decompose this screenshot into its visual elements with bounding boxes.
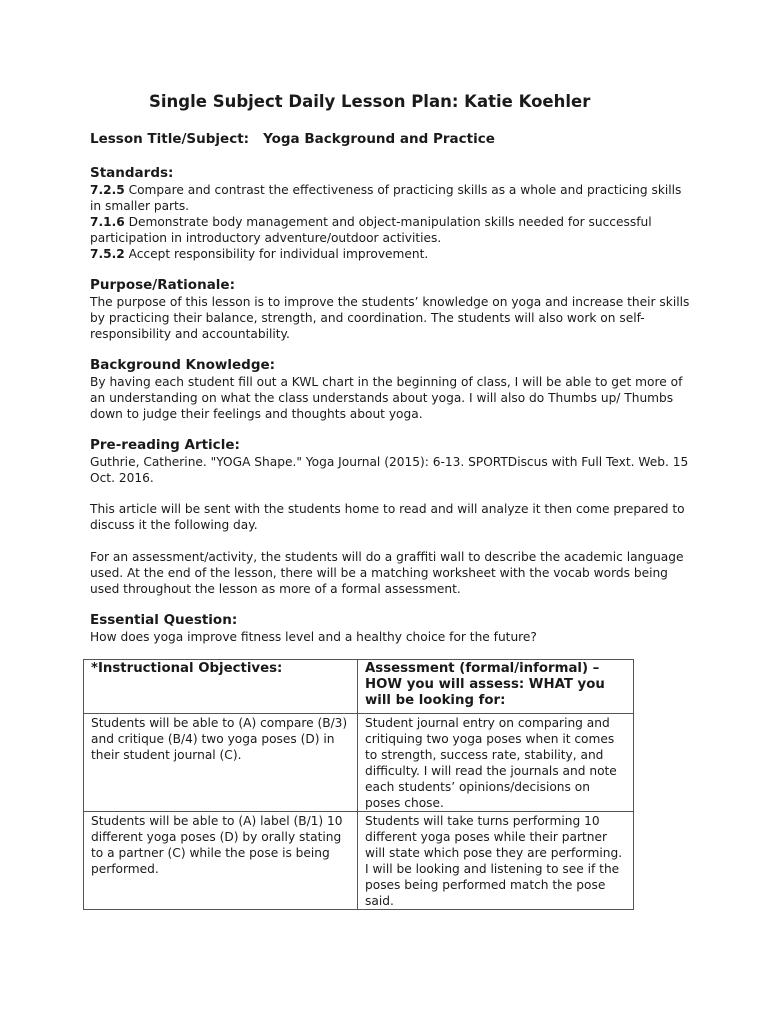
purpose-text: The purpose of this lesson is to improve the students’ knowledge on yoga and increase their skills by practicing their balance, strength, and coordination. The students will also work on self-responsibility and accountability. xyxy=(90,295,690,341)
prereading-paragraph-2-block xyxy=(90,549,690,597)
objectives-column-header: *Instructional Objectives: xyxy=(84,660,358,714)
standard-text: Accept responsibility for individual improvement. xyxy=(124,247,429,261)
standard-code: 7.5.2 xyxy=(90,247,125,261)
standard-text: Demonstrate body management and object-manipulation skills needed for successful participation in introductory adventure/outdoor activities. xyxy=(90,215,652,245)
prereading-paragraph-2: For an assessment/activity, the students will do a graffiti wall to describe the academic language used. At the end of the lesson, there will be a matching worksheet with the vocab words being used throughout the lesson as more of a formal assessment. xyxy=(90,550,684,596)
table-header-row xyxy=(84,660,634,714)
background-heading: Background Knowledge: xyxy=(90,357,276,373)
document-title: Single Subject Daily Lesson Plan: Katie Koehler xyxy=(149,92,591,111)
essential-question-section xyxy=(90,612,690,645)
standard-code: 7.2.5 xyxy=(90,183,125,197)
standards-section xyxy=(90,165,690,262)
essential-question-text: How does yoga improve fitness level and a healthy choice for the future? xyxy=(90,630,537,644)
prereading-paragraph-1: This article will be sent with the students home to read and will analyze it then come prepared to discuss it the following day. xyxy=(90,502,685,532)
table-row xyxy=(84,714,634,812)
background-section xyxy=(90,357,690,422)
standard-item xyxy=(90,214,690,246)
essential-question-heading: Essential Question: xyxy=(90,612,238,628)
assessment-cell: Students will take turns performing 10 different yoga poses while their partner will state which pose they are performing. I will be looking and listening to see if the poses being performed match the pose said. xyxy=(358,812,634,910)
lesson-title-value: Yoga Background and Practice xyxy=(263,131,495,147)
prereading-section xyxy=(90,437,690,486)
background-text: By having each student fill out a KWL chart in the beginning of class, I will be able to get more of an understanding on what the class understands about yoga. I will also do Thumbs up/ Thumbs down to judge their feelings and thoughts about yoga. xyxy=(90,375,683,421)
standard-text: Compare and contrast the effectiveness of practicing skills as a whole and practicing skills in smaller parts. xyxy=(90,183,682,213)
standards-heading: Standards: xyxy=(90,165,174,181)
lesson-title-line xyxy=(90,131,495,147)
prereading-citation: Guthrie, Catherine. "YOGA Shape." Yoga Journal (2015): 6-13. SPORTDiscus with Full Text. Web. 15 Oct. 2016. xyxy=(90,455,689,485)
purpose-section xyxy=(90,277,690,342)
lesson-title-label: Lesson Title/Subject: xyxy=(90,131,250,147)
assessment-cell: Student journal entry on comparing and critiquing two yoga poses when it comes to strength, success rate, stability, and difficulty. I will read the journals and note each students’ opinions/decisions on poses chose. xyxy=(358,714,634,812)
standard-code: 7.1.6 xyxy=(90,215,125,229)
prereading-paragraph-1-block xyxy=(90,501,690,533)
objective-cell: Students will be able to (A) compare (B/3) and critique (B/4) two yoga poses (D) in their student journal (C). xyxy=(84,714,358,812)
assessment-column-header: Assessment (formal/informal) – HOW you will assess: WHAT you will be looking for: xyxy=(358,660,634,714)
prereading-heading: Pre-reading Article: xyxy=(90,437,240,453)
objectives-table xyxy=(83,659,634,910)
standard-item xyxy=(90,182,690,214)
objective-cell: Students will be able to (A) label (B/1) 10 different yoga poses (D) by orally stating to a partner (C) while the pose is being performed. xyxy=(84,812,358,910)
purpose-heading: Purpose/Rationale: xyxy=(90,277,235,293)
standard-item xyxy=(90,246,690,262)
table-row xyxy=(84,812,634,910)
